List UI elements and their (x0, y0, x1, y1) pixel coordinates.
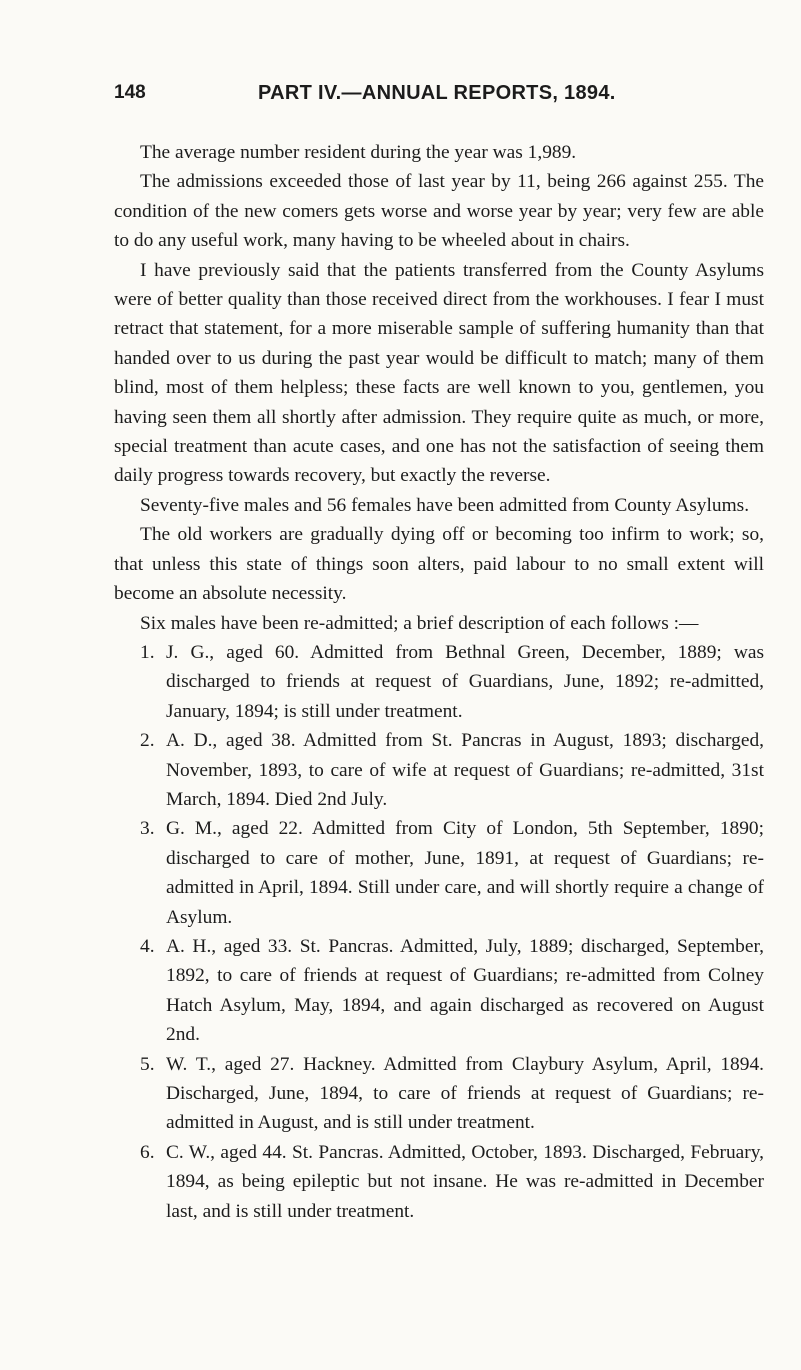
paragraph-admitted-from-county-asylums: Seventy-five males and 56 females have been admitted from County Asylums. (140, 494, 750, 516)
case-text: C. W., aged 44. St. Pancras. Admitted, October, 1893. Discharged, February, 1894, as being epileptic but not insane. He was re-admitted in December last, and is still under treatment. (166, 1141, 764, 1222)
paragraph-county-asylums-transfers: I have previously said that the patients transferred from the County Asylums were of better quality than those received direct from the workhouses. I fear I must retract that statement, for a more miserable sample of suffering humanity than that handed over to us during the past year would be difficult to match; many of them blind, most of them helpless; these facts are well known to you, gentlemen, you having seen them all shortly after admission. They require quite as much, or more, special treatment than acute cases, and one has not the satisfaction of seeing them daily progress towards recovery, but exactly the reverse. (114, 259, 764, 487)
case-number: 5. (140, 1053, 155, 1075)
list-item (114, 814, 764, 932)
page-number: 148 (114, 82, 146, 103)
readmitted-cases-list (114, 638, 764, 1226)
list-item (114, 1050, 764, 1138)
running-head: PART IV.—ANNUAL REPORTS, 1894. (258, 82, 616, 104)
case-text: J. G., aged 60. Admitted from Bethnal Green, December, 1889; was discharged to friends at request of Guardians, June, 1892; re-admitted, January, 1894; is still under treatment. (166, 641, 764, 722)
case-number: 1. (140, 641, 155, 663)
list-item (114, 726, 764, 814)
case-text: A. D., aged 38. Admitted from St. Pancras in August, 1893; discharged, November, 1893, to care of wife at request of Guardians; re-admitted, 31st March, 1894. Died 2nd July. (166, 730, 764, 810)
report-body (114, 138, 764, 1226)
case-number: 3. (140, 818, 155, 840)
case-number: 6. (140, 1141, 155, 1163)
list-item (114, 1138, 764, 1226)
list-item (114, 638, 764, 726)
paragraph-average-resident: The average number resident during the year was 1,989. (140, 142, 577, 163)
list-item (114, 932, 764, 1050)
paragraph-readmissions-intro: Six males have been re-admitted; a brief description of each follows :— (140, 612, 699, 634)
paragraph-admissions: The admissions exceeded those of last year by 11, being 266 against 255. The condition of the new comers gets worse and worse year by year; very few are able to do any useful work, many having to be wheeled about in chairs. (114, 171, 764, 252)
paragraph-old-workers: The old workers are gradually dying off or becoming too infirm to work; so, that unless this state of things soon alters, paid labour to no small extent will become an absolute necessity. (114, 524, 764, 605)
case-text: W. T., aged 27. Hackney. Admitted from Claybury Asylum, April, 1894. Discharged, June, 1894, to care of friends at request of Guardians; re-admitted in August, and is still under treatment. (166, 1053, 764, 1134)
case-number: 4. (140, 935, 155, 957)
page-header (114, 82, 754, 112)
case-text: G. M., aged 22. Admitted from City of London, 5th September, 1890; discharged to care of mother, June, 1891, at request of Guardians; re-admitted in April, 1894. Still under care, and will shortly require a change of Asylum. (166, 818, 764, 928)
case-number: 2. (140, 730, 155, 752)
case-text: A. H., aged 33. St. Pancras. Admitted, July, 1889; discharged, September, 1892, to care of friends at request of Guardians; re-admitted from Colney Hatch Asylum, May, 1894, and again discharged as recovered on August 2nd. (166, 935, 764, 1046)
